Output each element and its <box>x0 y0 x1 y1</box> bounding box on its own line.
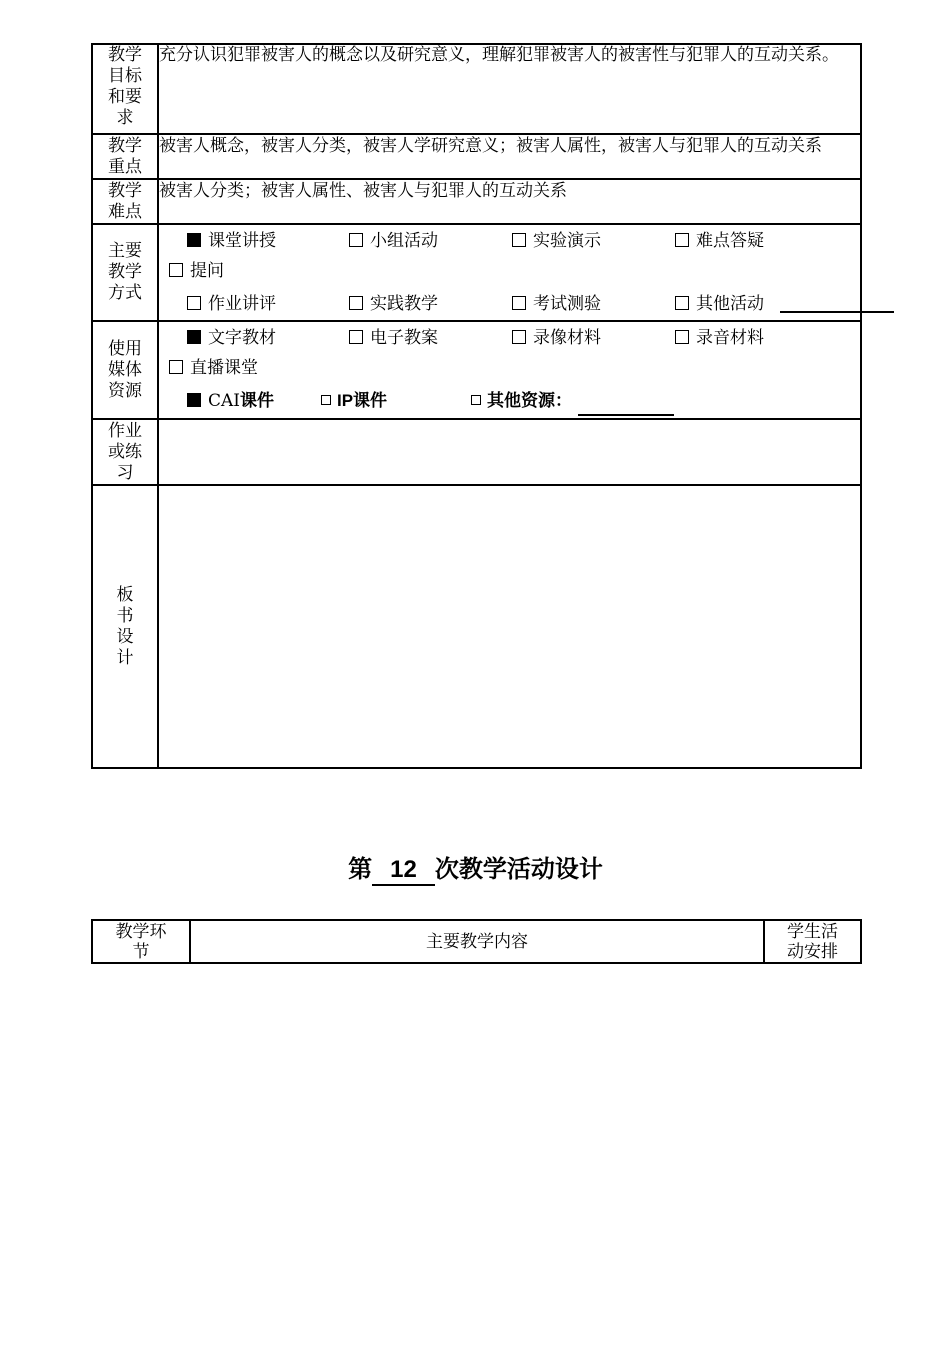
media-option-live-class[interactable]: 直播课堂 <box>169 353 258 383</box>
media-row <box>92 321 861 419</box>
teaching-plan-form <box>91 43 862 769</box>
method-option-experiment[interactable]: 实验演示 <box>512 226 601 256</box>
checkbox-icon <box>512 296 526 310</box>
checkbox-icon <box>675 296 689 310</box>
homework-label: 作业 或练 习 <box>92 419 158 485</box>
header-teaching-stage: 教学环 节 <box>92 920 190 963</box>
board-design-content[interactable] <box>158 485 861 768</box>
checkbox-icon <box>675 330 689 344</box>
checkbox-icon <box>321 395 331 405</box>
checkbox-icon <box>675 233 689 247</box>
checkbox-icon <box>169 263 183 277</box>
checkbox-checked-icon <box>187 330 201 344</box>
methods-label: 主要 教学 方式 <box>92 224 158 321</box>
media-option-other[interactable]: 其他资源： <box>471 386 674 416</box>
method-option-lecture[interactable]: 课堂讲授 <box>187 226 276 256</box>
activity-design-table <box>91 919 862 964</box>
design-header-row <box>92 920 861 963</box>
method-option-questioning[interactable]: 提问 <box>169 256 224 286</box>
media-option-audio[interactable]: 录音材料 <box>675 323 764 353</box>
methods-options <box>158 224 861 321</box>
difficulties-text: 被害人分类；被害人属性、被害人与犯罪人的互动关系 <box>158 179 861 224</box>
media-options <box>158 321 861 419</box>
key-points-text: 被害人概念，被害人分类，被害人学研究意义；被害人属性，被害人与犯罪人的互动关系 <box>158 134 861 179</box>
header-main-content: 主要教学内容 <box>190 920 764 963</box>
checkbox-icon <box>349 330 363 344</box>
method-option-homework-review[interactable]: 作业讲评 <box>187 289 276 319</box>
checkbox-icon <box>471 395 481 405</box>
activity-design-title: 第 12 次教学活动设计 <box>0 852 951 888</box>
method-option-exam[interactable]: 考试测验 <box>512 289 601 319</box>
checkbox-icon <box>349 233 363 247</box>
media-option-ip[interactable]: IP课件 <box>321 386 387 416</box>
method-option-other[interactable]: 其他活动 <box>675 289 764 319</box>
checkbox-icon <box>349 296 363 310</box>
method-option-group-activity[interactable]: 小组活动 <box>349 226 438 256</box>
method-option-qa[interactable]: 难点答疑 <box>675 226 764 256</box>
homework-content[interactable] <box>158 419 861 485</box>
objectives-text: 充分认识犯罪被害人的概念以及研究意义，理解犯罪被害人的被害性与犯罪人的互动关系。 <box>158 44 861 134</box>
checkbox-icon <box>169 360 183 374</box>
board-design-row <box>92 485 861 768</box>
session-number: 12 <box>372 856 435 886</box>
media-option-textbook[interactable]: 文字教材 <box>187 323 276 353</box>
media-option-video[interactable]: 录像材料 <box>512 323 601 353</box>
media-label: 使用 媒体 资源 <box>92 321 158 419</box>
objectives-label: 教学 目标 和要 求 <box>92 44 158 134</box>
checkbox-checked-icon <box>187 393 201 407</box>
difficulties-row <box>92 179 861 224</box>
key-points-row <box>92 134 861 179</box>
objectives-row <box>92 44 861 134</box>
checkbox-checked-icon <box>187 233 201 247</box>
other-activities-underline <box>780 311 894 313</box>
methods-row <box>92 224 861 321</box>
method-option-practice[interactable]: 实践教学 <box>349 289 438 319</box>
board-design-label: 板 书 设 计 <box>92 485 158 768</box>
homework-row <box>92 419 861 485</box>
checkbox-icon <box>512 233 526 247</box>
other-resources-field[interactable] <box>578 394 674 416</box>
media-option-cai[interactable]: CAI课件 <box>187 386 274 416</box>
key-points-label: 教学 重点 <box>92 134 158 179</box>
difficulties-label: 教学 难点 <box>92 179 158 224</box>
media-option-e-lesson-plan[interactable]: 电子教案 <box>349 323 438 353</box>
checkbox-icon <box>512 330 526 344</box>
header-student-activities: 学生活 动安排 <box>764 920 861 963</box>
checkbox-icon <box>187 296 201 310</box>
